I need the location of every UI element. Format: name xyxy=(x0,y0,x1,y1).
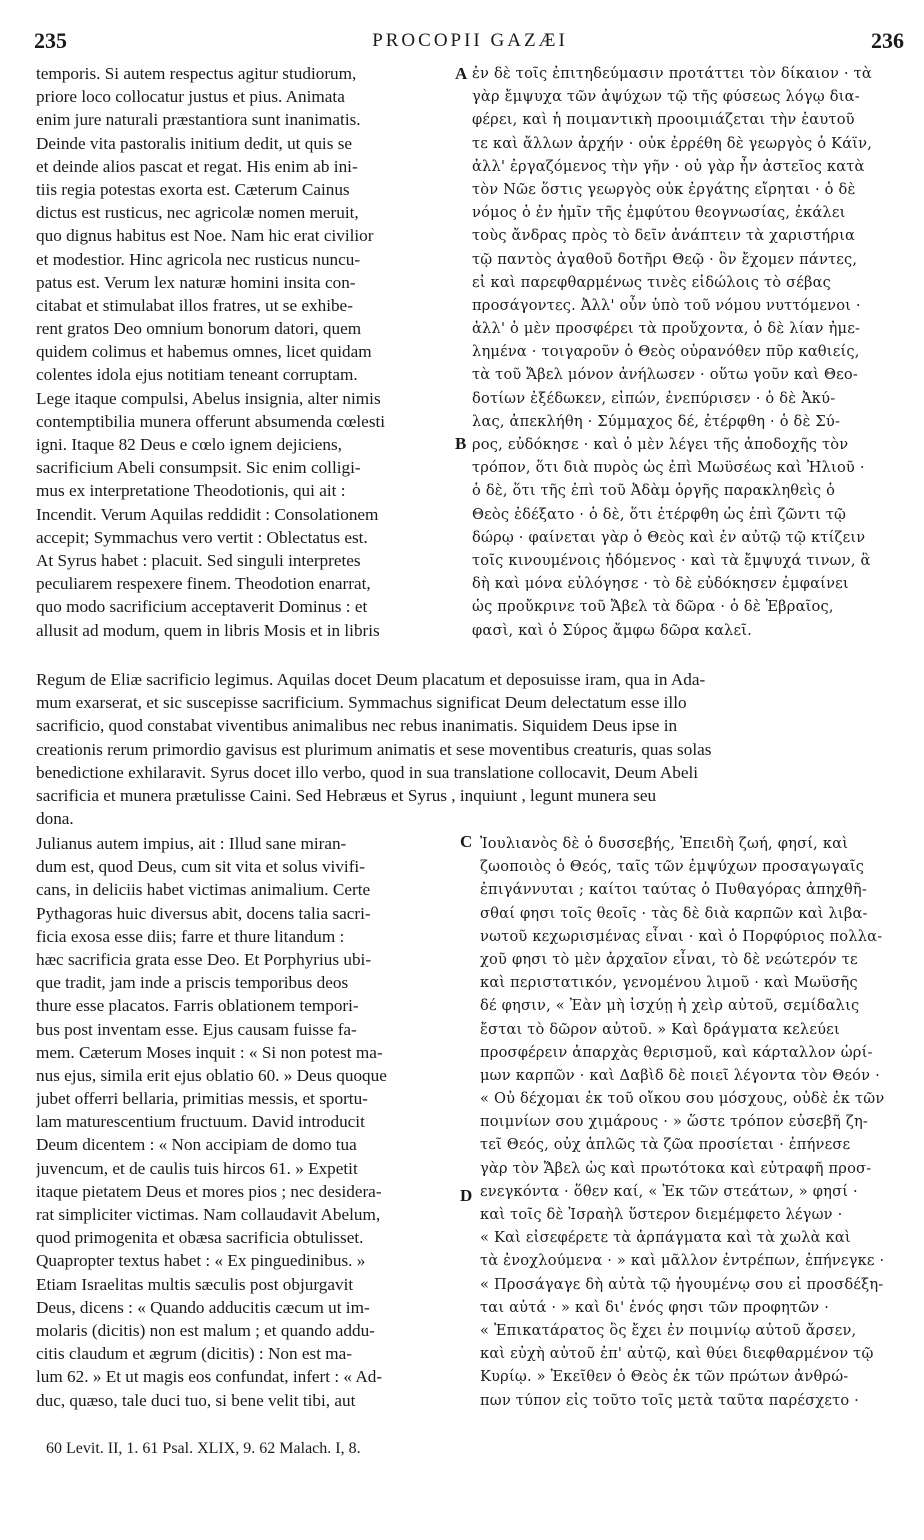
text-line: At Syrus habet : placuit. Sed singuli interpretes xyxy=(36,550,361,570)
text-line: mum exarserat, et sic suscepisse sacrificium. Symmachus significat Deum delectatum esse illo xyxy=(36,693,687,713)
text-line: enim jure naturali præstantiora sunt inanimatis. xyxy=(36,110,361,130)
text-line: igni. Itaque 82 Deus e cœlo ignem dejiciens, xyxy=(36,435,342,454)
text-line: ζωοποιὸς ὁ Θεός, ταῖς τῶν ἐμψύχων προσαγωγαῖς xyxy=(480,858,865,876)
text-line: quod primogenita et obæsa sacrificia obtulisset. xyxy=(36,1228,364,1248)
text-line: φέρει, καὶ ἡ ποιμαντικὴ προοιμιάζεται τὴν ἑαυτοῦ xyxy=(472,111,855,129)
text-line: rent gratos Deo omnium bonorum datori, quem xyxy=(36,319,362,339)
text-line: καὶ εὐχὴ αὐτοῦ ἐπ' αὐτῷ, καὶ θύει διεφθαρμένον τῷ xyxy=(480,1345,874,1363)
text-line: juvencum, et de caulis tuis hircos 61. » Expetit xyxy=(36,1158,358,1178)
text-line: temporis. Si autem respectus agitur studiorum, xyxy=(36,64,357,83)
text-line: allusit ad modum, quem in libris Mosis et in libris xyxy=(36,620,380,640)
footnotes: 60 Levit. II, 1. 61 Psal. XLIX, 9. 62 Malach. I, 8. xyxy=(46,1440,361,1457)
text-line: « Καὶ εἰσεφέρετε τὰ ἁρπάγματα καὶ τὰ χωλὰ καὶ xyxy=(480,1229,851,1247)
section-marker-c: C xyxy=(460,832,473,851)
text-line: que tradit, jam inde a priscis temporibus deos xyxy=(36,973,349,993)
text-line: bus post inventam esse. Ejus causam fuisse fa- xyxy=(36,1019,357,1039)
text-line: et deinde alios pascat et regat. His enim ab ini- xyxy=(36,156,358,176)
text-line: τρόπον, ὅτι διὰ πυρὸς ὡς ἐπὶ Μωϋσέως καὶ Ἠλιοῦ · xyxy=(472,459,865,477)
text-line: « Προσάγαγε δὴ αὐτὰ τῷ ἡγουμένῳ σου εἰ προσδέξη- xyxy=(480,1275,884,1293)
text-line: σθαί φησι τοῖς θεοῖς · τὰς δὲ διὰ καρπῶν καὶ λιβα- xyxy=(480,904,868,922)
text-line: citabat et stimulabat illos fratres, ut se exhibe- xyxy=(36,295,353,315)
text-line: ὡς προὔκρινε τοῦ Ἄβελ τὰ δῶρα · ὁ δὲ Ἑβραῖος, xyxy=(472,598,834,616)
text-line: Κυρίῳ. » Ἐκεῖθεν ὁ Θεὸς ἐκ τῶν πρώτων ἀνθρώ- xyxy=(480,1368,849,1386)
text-line: δέ φησιν, « Ἐὰν μὴ ἰσχύῃ ἡ χεὶρ αὐτοῦ, σεμίδαλις xyxy=(480,997,860,1015)
text-line: ρος, εὐδόκησε · καὶ ὁ μὲν λέγει τῆς ἀποδοχῆς τὸν xyxy=(472,436,849,453)
text-line: itaque pietatem Deus et mores pios ; nec desidera- xyxy=(36,1181,382,1201)
text-line: molaris (dicitis) non est malum ; et quando addu- xyxy=(36,1320,375,1340)
section-marker-b: B xyxy=(455,434,467,453)
text-line: ποιμνίων σου χιμάρους · » ὥστε τρόπον εὐσεβῆ ζη- xyxy=(480,1113,869,1131)
text-line: « Οὐ δέχομαι ἐκ τοῦ οἴκου σου μόσχους, οὐδὲ ἐκ τῶν xyxy=(480,1090,885,1108)
text-line: lum 62. » Et ut magis eos confundat, infert : « Ad- xyxy=(36,1367,383,1387)
text-line: χοῦ φησι τὸ μὲν ἀρχαῖον εἶναι, τὸ δὲ νεώτερόν τε xyxy=(480,950,858,968)
text-line: τὰ ἐνοχλούμενα · » καὶ μᾶλλον ἐντρέπων, ἐπήνεγκε · xyxy=(480,1252,885,1270)
text-line: priore loco collocatur justus et pius. Animata xyxy=(36,87,345,107)
text-line: Deus, dicens : « Quando adducitis cæcum ut im- xyxy=(36,1297,370,1317)
running-title: PROCOPII GAZÆI xyxy=(372,30,568,51)
text-line: γὰρ ἔμψυχα τῶν ἀψύχων τῷ τῆς φύσεως λόγῳ δια- xyxy=(472,88,860,106)
text-line: creationis rerum primordio gavisus est plurimum animatis et sese moventibus creaturis, quas solas xyxy=(36,739,712,759)
text-line: jubet offerri bellaria, primitias messis, et sportu- xyxy=(36,1089,368,1109)
text-line: peculiarem respexere finem. Theodotion enarrat, xyxy=(36,574,371,594)
text-line: thure esse placatos. Farris oblationem tempori- xyxy=(36,996,359,1016)
page-number-right: 236 xyxy=(871,28,904,53)
text-line: hæc sacrificia grata esse Deo. Et Porphyrius ubi- xyxy=(36,949,372,969)
text-line: Pythagoras huic diversus abit, docens talia sacri- xyxy=(36,903,371,923)
text-line: Incendit. Verum Aquilas reddidit : Consolationem xyxy=(36,504,379,524)
text-line: citis claudum et ægrum (dicitis) : Non est ma- xyxy=(36,1344,352,1364)
text-line: ἔσται τὸ δῶρον αὐτοῦ. » Καὶ δράγματα κελεύει xyxy=(480,1020,840,1038)
text-line: ὁ δὲ, ὅτι τῆς ἐπὶ τοῦ Ἀδὰμ ὀργῆς παρακληθεὶς ὁ xyxy=(472,482,836,500)
text-line: γὰρ τὸν Ἄβελ ὡς καὶ πρωτότοκα καὶ εὐτραφῆ προσ- xyxy=(480,1159,872,1177)
text-line: quo dignus habitus est Noe. Nam hic erat civilior xyxy=(36,226,374,246)
text-line: πων τύπον εἰς τοῦτο τοῖς μετὰ ταῦτα παρέσχετο · xyxy=(480,1391,860,1409)
text-line: δὴ καὶ μόνα εὐλόγησε · τὸ δὲ εὐδόκησεν ἐμφαίνει xyxy=(472,575,849,593)
text-line: τε καὶ ἄλλων ἀρχήν · οὐκ ἐρρέθη δὲ γεωργὸς ὁ Κάϊν, xyxy=(472,134,873,152)
text-line: δώρῳ · φαίνεται γὰρ ὁ Θεὸς καὶ ἐν αὐτῷ τῷ κτίζειν xyxy=(472,528,866,546)
text-line: cans, in deliciis habet victimas animalium. Certe xyxy=(36,880,371,900)
text-line: ficia exosa esse diis; farre et thure litandum : xyxy=(36,926,345,946)
text-line: dictus est rusticus, nec agricolæ nomen meruit, xyxy=(36,203,359,223)
text-line: προσφέρειν ἀπαρχὰς θερισμοῦ, καὶ κάρταλλον ὡρί- xyxy=(480,1043,873,1061)
text-line: tiis regia potestas exorta est. Cæterum Cainus xyxy=(36,179,350,199)
section-marker-d: D xyxy=(460,1186,473,1205)
text-line: sacrificia et munera prætulisse Caini. Sed Hebræus et Syrus , inquiunt , legunt munera seu xyxy=(36,785,657,805)
text-line: τῷ παντὸς ἀγαθοῦ δοτῆρι Θεῷ · ὃν ἔχομεν πάντες, xyxy=(472,250,858,268)
text-line: λας, ἀπεκλήθη · Σύμμαχος δέ, ἐτέρφθη · ὁ δὲ Σύ- xyxy=(472,412,841,430)
text-line: δοτίων ἐξέδωκεν, εἰπών, ἐνεπύρισεν · ὁ δὲ Ἀκύ- xyxy=(472,389,836,407)
text-line: καὶ τοῖς δὲ Ἰσραὴλ ὕστερον διεμέμφετο λέγων · xyxy=(480,1206,843,1223)
text-line: τὸν Νῶε ὅστις γεωργὸς οὐκ ἐργάτης εἴρηται · ὁ δὲ xyxy=(472,180,856,198)
text-line: dona. xyxy=(36,809,74,829)
text-line: quo modo sacrificium acceptaverit Dominus : et xyxy=(36,597,368,617)
text-line: « Ἐπικατάρατος ὃς ἔχει ἐν ποιμνίῳ αὐτοῦ ἄρσεν, xyxy=(480,1321,857,1339)
text-line: dum est, quod Deus, cum sit vita et solus vivifi- xyxy=(36,857,365,877)
text-line: ενεγκόντα · ὅθεν καί, « Ἐκ τῶν στεάτων, » φησί · xyxy=(480,1182,858,1200)
text-line: sacrificium Abeli consumpsit. Sic enim colligi- xyxy=(36,458,361,478)
text-line: μων καρπῶν · καὶ Δαβὶδ δὲ ποιεῖ λέγοντα τὸν Θεόν · xyxy=(480,1066,880,1084)
latin-full-width-paragraph xyxy=(36,668,912,830)
text-line: sacrificio, quod constabat viventibus animalibus nec rebus inanimatis. Siquidem Deus ipse in xyxy=(36,716,678,736)
text-line: duc, quæso, tale duci tuo, si bene velit tibi, aut xyxy=(36,1390,356,1410)
latin-column-bottom xyxy=(36,832,458,1412)
text-line: εἰ καὶ παρεφθαρμένως τινὲς εἰδώλοις τὸ σέβας xyxy=(472,273,832,291)
text-line: Quapropter textus habet : « Ex pinguedinibus. » xyxy=(36,1251,366,1271)
text-line: Ἰουλιανὸς δὲ ὁ δυσσεβής, Ἐπειδὴ ζωή, φησί, καὶ xyxy=(480,835,849,852)
text-line: τοὺς ἄνδρας πρὸς τὸ δεῖν ἀνάπτειν τὰ χαριστήρια xyxy=(472,227,856,245)
text-line: προσάγοντες. Ἀλλ' οὖν ὑπὸ τοῦ νόμου νυττόμενοι · xyxy=(472,296,861,314)
text-line: ται αὐτά · » καὶ δι' ἑνός φησι τῶν προφητῶν · xyxy=(480,1298,830,1316)
page-number-left: 235 xyxy=(34,28,67,53)
text-line: λημένα · τοιγαροῦν ὁ Θεὸς οὐρανόθεν πῦρ καθιείς, xyxy=(472,343,860,361)
text-line: rat simpliciter victimas. Nam collaudavit Abelum, xyxy=(36,1205,381,1224)
text-line: benedictione exhilaravit. Syrus docet illo verbo, quod in sua translatione collocavit, Deum Abeli xyxy=(36,762,699,782)
text-line: Deinde vita pastoralis initium dedit, ut quis se xyxy=(36,133,353,153)
text-line: ἀλλ' ἐργαζόμενος τὴν γῆν · οὐ γὰρ ἦν ἀστεῖος κατὰ xyxy=(472,157,865,175)
text-line: accepit; Symmachus vero vertit : Oblectatus est. xyxy=(36,527,368,547)
text-line: nus ejus, simila erit ejus oblatio 60. » Deus quoque xyxy=(36,1065,387,1085)
text-line: τεῖ Θεός, οὐχ ἁπλῶς τὰ ζῶα προσίεται · ἐπήνεσε xyxy=(480,1136,851,1154)
text-line: mem. Cæterum Moses inquit : « Si non potest ma- xyxy=(36,1042,383,1062)
text-line: νόμος ὁ ἐν ἡμῖν τῆς ἐμφύτου θεογνωσίας, ἐκάλει xyxy=(472,204,846,222)
text-line: Lege itaque compulsi, Abelus insignia, alter nimis xyxy=(36,388,381,408)
text-line: ἐπιγάννυται ; καίτοι ταύτας ὁ Πυθαγόρας ἀπηχθῆ- xyxy=(480,881,867,899)
latin-column-top xyxy=(36,62,458,642)
text-line: ἐν δὲ τοῖς ἐπιτηδεύμασιν προτάττει τὸν δίκαιον · τὰ xyxy=(472,65,872,82)
text-line: colentes idola ejus notitiam teneant corruptam. xyxy=(36,365,358,385)
text-line: ἀλλ' ὁ μὲν προσφέρει τὰ προὔχοντα, ὁ δὲ λίαν ἠμε- xyxy=(472,320,861,338)
text-line: lam maturescentium fructuum. David introducit xyxy=(36,1112,365,1132)
text-line: φασὶ, καὶ ὁ Σύρος ἄμφω δῶρα καλεῖ. xyxy=(472,621,752,639)
text-line: patus est. Verum lex naturæ homini insita con- xyxy=(36,272,356,292)
text-line: καὶ περιστατικόν, γενομένου λιμοῦ · καὶ Μωϋσῆς xyxy=(480,974,858,992)
section-marker-a: A xyxy=(455,64,468,83)
text-line: τὰ τοῦ Ἄβελ μόνον ἀνήλωσεν · οὕτω γοῦν καὶ Θεο- xyxy=(472,366,859,384)
text-line: τοῖς κινουμένοις ἡδόμενος · καὶ τὰ ἔμψυχά τινων, ἃ xyxy=(472,551,871,569)
text-line: νωτοῦ κεχωρισμένας εἶναι · καὶ ὁ Πορφύριος πολλα- xyxy=(480,927,883,945)
greek-column-top xyxy=(472,62,912,642)
text-line: Julianus autem impius, ait : Illud sane miran- xyxy=(36,834,347,853)
text-line: Deum dicentem : « Non accipiam de domo tua xyxy=(36,1135,357,1155)
text-line: contemptibilia munera offerunt absumenda cœlesti xyxy=(36,411,386,431)
text-line: mus ex interpretatione Theodotionis, qui ait : xyxy=(36,481,346,501)
text-line: Etiam Israelitas multis sæculis post objurgavit xyxy=(36,1274,354,1294)
greek-column-bottom xyxy=(480,832,912,1412)
text-line: et modestior. Hinc agricola nec rusticus nuncu- xyxy=(36,249,361,269)
text-line: Regum de Eliæ sacrificio legimus. Aquilas docet Deum placatum et deposuisse iram, qua in Ada- xyxy=(36,670,706,689)
text-line: Θεὸς ἐδέξατο · ὁ δὲ, ὅτι ἐτέρφθη ὡς ἐπὶ ζῶντι τῷ xyxy=(472,505,847,523)
page-header xyxy=(30,28,910,58)
text-line: quidem colimus et habemus omnes, licet quidam xyxy=(36,342,372,362)
